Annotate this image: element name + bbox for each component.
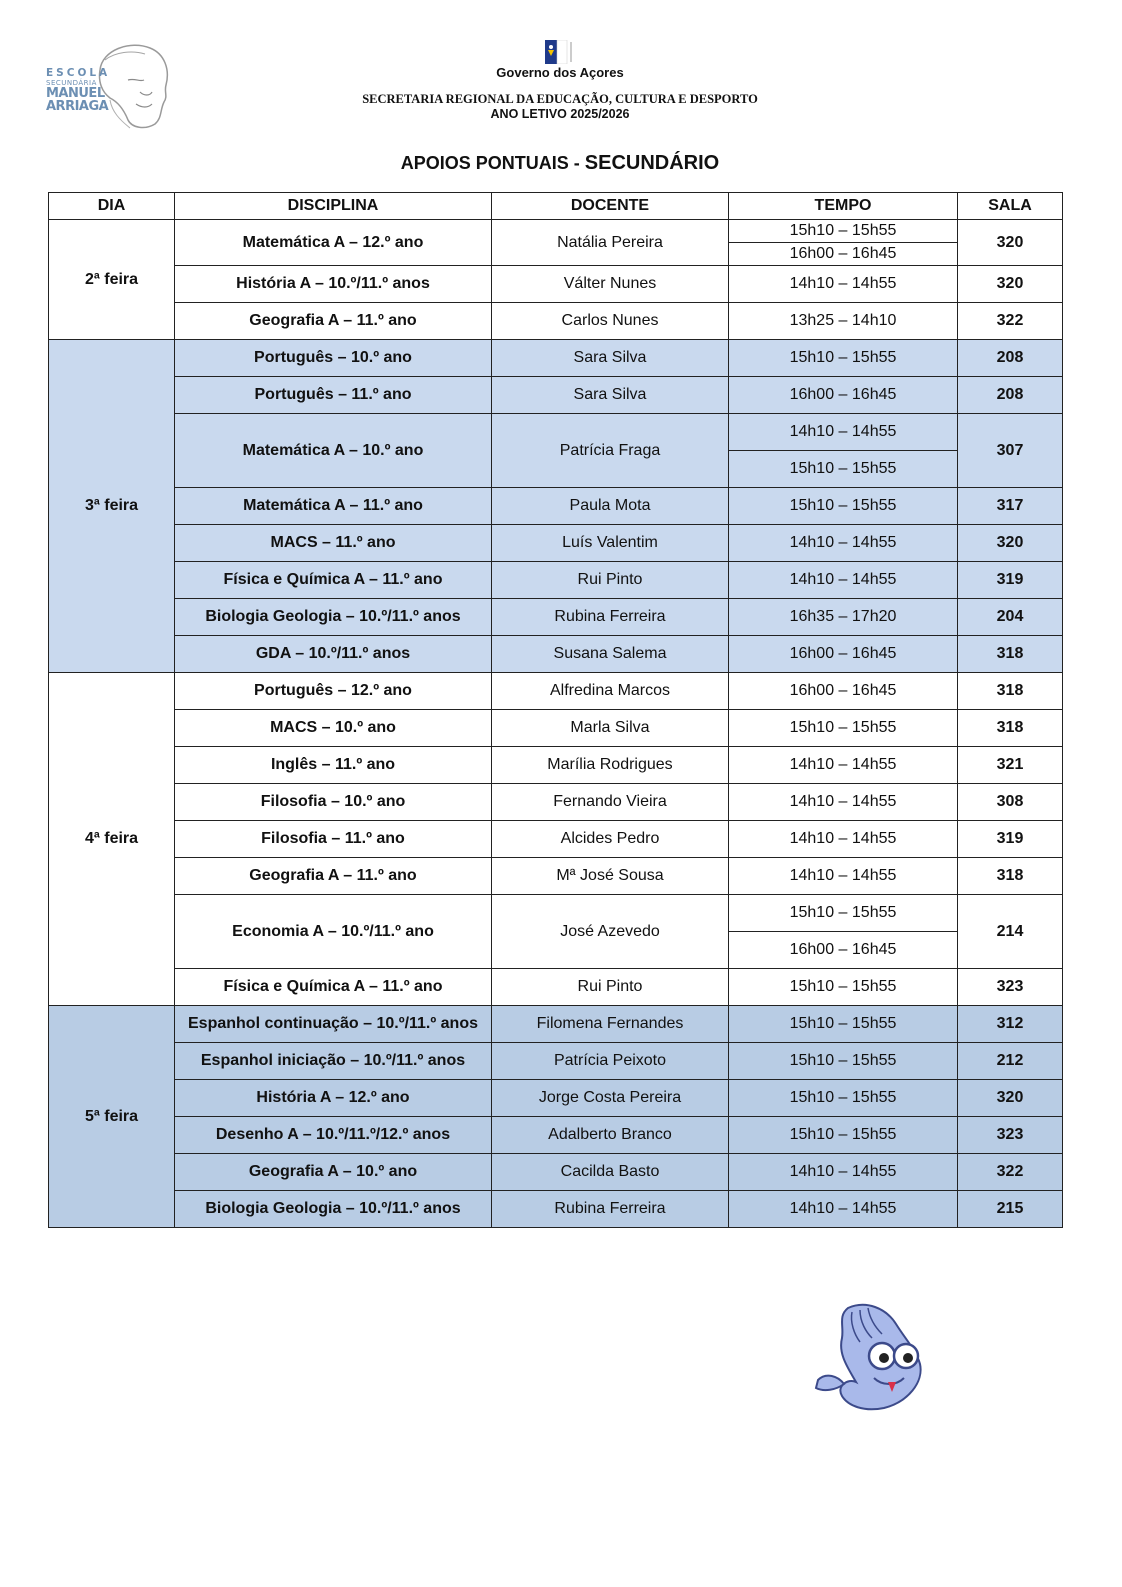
page-title (260, 152, 860, 175)
table-row (49, 1191, 1063, 1228)
table-row (49, 599, 1063, 636)
docente-cell: Luís Valentim (492, 525, 729, 562)
day-cell: 5ª feira (49, 1006, 175, 1228)
sala-cell: 318 (958, 636, 1063, 673)
docente-cell: José Azevedo (492, 895, 729, 969)
day-cell: 4ª feira (49, 673, 175, 1006)
docente-cell: Carlos Nunes (492, 303, 729, 340)
table-row (49, 784, 1063, 821)
sala-cell: 308 (958, 784, 1063, 821)
schedule-body (49, 220, 1063, 1228)
school-name-line1: ESCOLA (46, 67, 111, 79)
header-dia: DIA (49, 193, 175, 220)
table-header-row (49, 193, 1063, 220)
table-row (49, 1006, 1063, 1043)
docente-cell: Rui Pinto (492, 969, 729, 1006)
table-row (49, 525, 1063, 562)
tempo-cell: 16h00 – 16h45 (729, 377, 958, 414)
government-name: Governo dos Açores (496, 65, 624, 80)
docente-cell: Alfredina Marcos (492, 673, 729, 710)
disciplina-cell: Geografia A – 10.º ano (175, 1154, 492, 1191)
tempo-cell: 16h00 – 16h45 (729, 636, 958, 673)
docente-cell: Patrícia Fraga (492, 414, 729, 488)
schedule-table (48, 192, 1063, 1228)
sala-cell: 208 (958, 340, 1063, 377)
sala-cell: 307 (958, 414, 1063, 488)
sala-cell: 323 (958, 969, 1063, 1006)
tempo-cell: 16h35 – 17h20 (729, 599, 958, 636)
disciplina-cell: Matemática A – 10.º ano (175, 414, 492, 488)
tempo-cell: 15h10 – 15h55 (729, 1006, 958, 1043)
academic-year: ANO LETIVO 2025/2026 (490, 107, 630, 121)
tempo-cell: 16h00 – 16h45 (729, 932, 958, 969)
table-row (49, 340, 1063, 377)
school-name-line3: MANUEL (46, 85, 105, 101)
tempo-cell: 15h10 – 15h55 (729, 969, 958, 1006)
tempo-cell: 16h00 – 16h45 (729, 243, 958, 266)
table-row (49, 895, 1063, 932)
sala-cell: 214 (958, 895, 1063, 969)
table-row (49, 488, 1063, 525)
school-name (46, 68, 110, 113)
tempo-cell: 15h10 – 15h55 (729, 1117, 958, 1154)
docente-cell: Jorge Costa Pereira (492, 1080, 729, 1117)
disciplina-cell: Espanhol continuação – 10.º/11.º anos (175, 1006, 492, 1043)
table-row (49, 969, 1063, 1006)
sala-cell: 215 (958, 1191, 1063, 1228)
docente-cell: Patrícia Peixoto (492, 1043, 729, 1080)
page-title-part1: APOIOS PONTUAIS - (400, 153, 585, 173)
sala-cell: 312 (958, 1006, 1063, 1043)
disciplina-cell: Português – 12.º ano (175, 673, 492, 710)
docente-cell: Marla Silva (492, 710, 729, 747)
sala-cell: 320 (958, 266, 1063, 303)
table-row (49, 1154, 1063, 1191)
table-row (49, 1117, 1063, 1154)
docente-cell: Válter Nunes (492, 266, 729, 303)
disciplina-cell: Geografia A – 11.º ano (175, 858, 492, 895)
sala-cell: 321 (958, 747, 1063, 784)
secretaria-name: SECRETARIA REGIONAL DA EDUCAÇÃO, CULTURA E DESPORTO (362, 92, 758, 106)
table-row (49, 710, 1063, 747)
table-row (49, 414, 1063, 451)
disciplina-cell: MACS – 11.º ano (175, 525, 492, 562)
docente-cell: Rui Pinto (492, 562, 729, 599)
table-row (49, 266, 1063, 303)
sala-cell: 319 (958, 562, 1063, 599)
tempo-cell: 16h00 – 16h45 (729, 673, 958, 710)
sala-cell: 320 (958, 525, 1063, 562)
day-cell: 2ª feira (49, 220, 175, 340)
school-name-line4: ARRIAGA (46, 98, 109, 114)
docente-cell: Adalberto Branco (492, 1117, 729, 1154)
tempo-cell: 14h10 – 14h55 (729, 821, 958, 858)
docente-cell: Alcides Pedro (492, 821, 729, 858)
sala-cell: 322 (958, 303, 1063, 340)
sala-cell: 320 (958, 1080, 1063, 1117)
disciplina-cell: Português – 11.º ano (175, 377, 492, 414)
docente-cell: Sara Silva (492, 377, 729, 414)
tempo-cell: 14h10 – 14h55 (729, 1191, 958, 1228)
docente-cell: Paula Mota (492, 488, 729, 525)
table-row (49, 377, 1063, 414)
tempo-cell: 14h10 – 14h55 (729, 858, 958, 895)
docente-cell: Fernando Vieira (492, 784, 729, 821)
docente-cell: Susana Salema (492, 636, 729, 673)
docente-cell: Marília Rodrigues (492, 747, 729, 784)
disciplina-cell: Física e Química A – 11.º ano (175, 969, 492, 1006)
tempo-cell: 15h10 – 15h55 (729, 895, 958, 932)
school-name-line2: SECUNDÁRIA (46, 78, 97, 87)
header-docente: DOCENTE (492, 193, 729, 220)
table-row (49, 1043, 1063, 1080)
table-row (49, 747, 1063, 784)
table-row (49, 220, 1063, 243)
table-row (49, 858, 1063, 895)
table-row (49, 562, 1063, 599)
sala-cell: 322 (958, 1154, 1063, 1191)
sala-cell: 208 (958, 377, 1063, 414)
table-row (49, 636, 1063, 673)
page-title-part2: SECUNDÁRIO (584, 152, 720, 174)
disciplina-cell: Inglês – 11.º ano (175, 747, 492, 784)
tempo-cell: 13h25 – 14h10 (729, 303, 958, 340)
disciplina-cell: Geografia A – 11.º ano (175, 303, 492, 340)
tempo-cell: 14h10 – 14h55 (729, 414, 958, 451)
tempo-cell: 14h10 – 14h55 (729, 784, 958, 821)
disciplina-cell: Física e Química A – 11.º ano (175, 562, 492, 599)
sala-cell: 318 (958, 858, 1063, 895)
tempo-cell: 14h10 – 14h55 (729, 562, 958, 599)
azores-flag-icon (545, 40, 577, 64)
docente-cell: Rubina Ferreira (492, 599, 729, 636)
school-logo (40, 40, 175, 132)
disciplina-cell: Matemática A – 12.º ano (175, 220, 492, 266)
tempo-cell: 15h10 – 15h55 (729, 710, 958, 747)
day-cell: 3ª feira (49, 340, 175, 673)
tempo-cell: 15h10 – 15h55 (729, 488, 958, 525)
table-row (49, 303, 1063, 340)
disciplina-cell: História A – 10.º/11.º anos (175, 266, 492, 303)
disciplina-cell: GDA – 10.º/11.º anos (175, 636, 492, 673)
sala-cell: 204 (958, 599, 1063, 636)
sala-cell: 317 (958, 488, 1063, 525)
disciplina-cell: Espanhol iniciação – 10.º/11.º anos (175, 1043, 492, 1080)
table-row (49, 821, 1063, 858)
disciplina-cell: Matemática A – 11.º ano (175, 488, 492, 525)
tempo-cell: 15h10 – 15h55 (729, 451, 958, 488)
tempo-cell: 15h10 – 15h55 (729, 1043, 958, 1080)
tempo-cell: 14h10 – 14h55 (729, 266, 958, 303)
sala-cell: 320 (958, 220, 1063, 266)
tempo-cell: 14h10 – 14h55 (729, 747, 958, 784)
header-disciplina: DISCIPLINA (175, 193, 492, 220)
tempo-cell: 15h10 – 15h55 (729, 1080, 958, 1117)
table-row (49, 673, 1063, 710)
sala-cell: 212 (958, 1043, 1063, 1080)
disciplina-cell: História A – 12.º ano (175, 1080, 492, 1117)
docente-cell: Rubina Ferreira (492, 1191, 729, 1228)
docente-cell: Mª José Sousa (492, 858, 729, 895)
tempo-cell: 14h10 – 14h55 (729, 1154, 958, 1191)
disciplina-cell: Biologia Geologia – 10.º/11.º anos (175, 1191, 492, 1228)
disciplina-cell: Filosofia – 10.º ano (175, 784, 492, 821)
header-sala: SALA (958, 193, 1063, 220)
docente-cell: Sara Silva (492, 340, 729, 377)
docente-cell: Natália Pereira (492, 220, 729, 266)
docente-cell: Filomena Fernandes (492, 1006, 729, 1043)
tempo-cell: 14h10 – 14h55 (729, 525, 958, 562)
disciplina-cell: Filosofia – 11.º ano (175, 821, 492, 858)
disciplina-cell: Economia A – 10.º/11.º ano (175, 895, 492, 969)
disciplina-cell: Desenho A – 10.º/11.º/12.º anos (175, 1117, 492, 1154)
sala-cell: 323 (958, 1117, 1063, 1154)
tempo-cell: 15h10 – 15h55 (729, 340, 958, 377)
sala-cell: 319 (958, 821, 1063, 858)
disciplina-cell: MACS – 10.º ano (175, 710, 492, 747)
header-tempo: TEMPO (729, 193, 958, 220)
docente-cell: Cacilda Basto (492, 1154, 729, 1191)
mascot-dolphin-icon (808, 1298, 928, 1418)
disciplina-cell: Biologia Geologia – 10.º/11.º anos (175, 599, 492, 636)
tempo-cell: 15h10 – 15h55 (729, 220, 958, 243)
sala-cell: 318 (958, 710, 1063, 747)
disciplina-cell: Português – 10.º ano (175, 340, 492, 377)
table-row (49, 1080, 1063, 1117)
sala-cell: 318 (958, 673, 1063, 710)
